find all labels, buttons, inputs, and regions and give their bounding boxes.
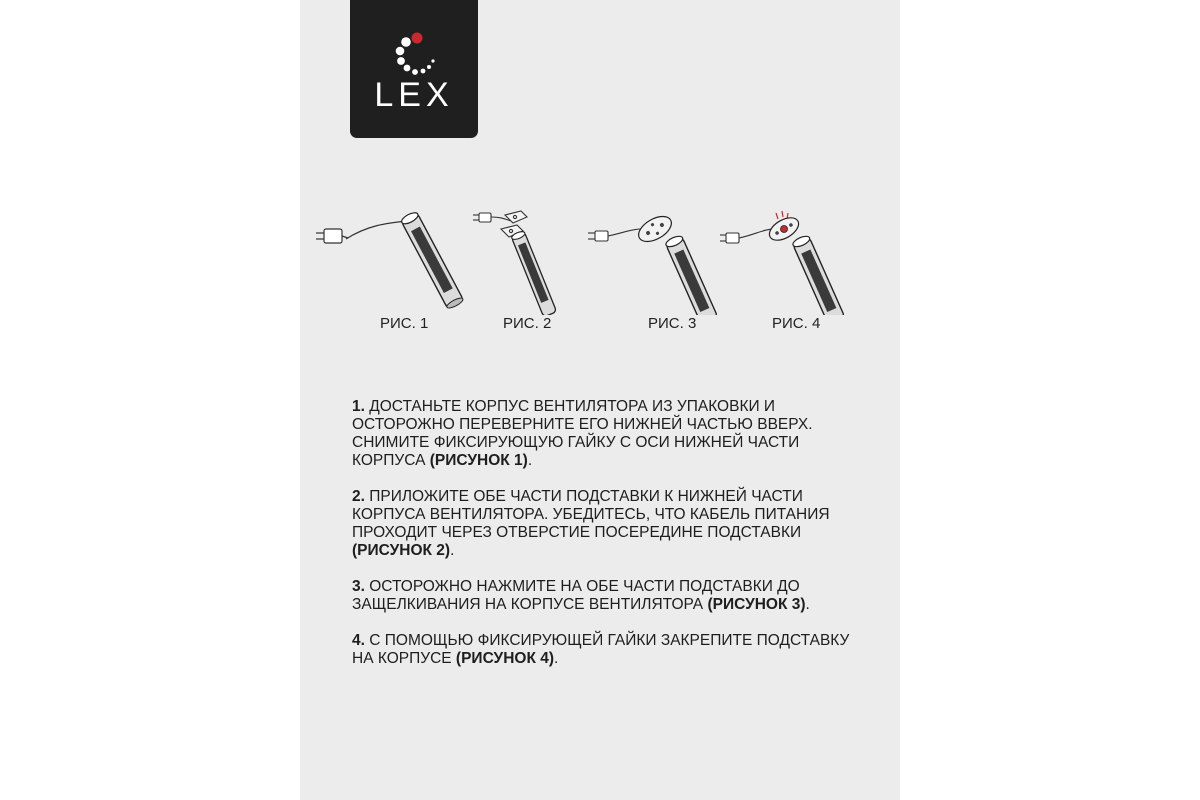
brand-name: LEX — [374, 76, 454, 114]
figure-caption: РИС. 2 — [503, 315, 552, 332]
step-figure-ref: (РИСУНОК 4) — [455, 650, 554, 667]
figure-1 — [308, 195, 488, 332]
step-4 — [352, 632, 872, 668]
step-end: . — [450, 542, 455, 559]
step-3 — [352, 578, 872, 614]
fan-body-with-cord-icon — [308, 195, 488, 315]
step-number: 2. — [352, 488, 365, 505]
step-end: . — [527, 452, 533, 469]
step-2 — [352, 488, 872, 560]
figure-caption: РИС. 3 — [648, 315, 697, 332]
brand-logo — [350, 0, 478, 138]
step-text: С ПОМОЩЬЮ ФИКСИРУЮЩЕЙ ГАЙКИ ЗАКРЕПИТЕ ПОДСТАВКУ НА КОРПУСЕ — [352, 632, 850, 667]
instruction-steps — [352, 398, 872, 686]
step-figure-ref: (РИСУНОК 3) — [707, 596, 806, 613]
figure-row — [300, 195, 900, 355]
step-text: ДОСТАНЬТЕ КОРПУС ВЕНТИЛЯТОРА ИЗ УПАКОВКИ И ОСТОРОЖНО ПЕРЕВЕРНИТЕ ЕГО НИЖНЕЙ ЧАСТЬЮ ВВЕРХ. СНИМИТЕ ФИКСИРУЮЩУЮ ГАЙКУ С ОСИ НИЖНЕЙ ЧАСТИ КОРПУСА — [352, 398, 813, 469]
step-1 — [352, 398, 872, 470]
brand-dots-icon — [350, 0, 478, 80]
figure-2 — [465, 195, 605, 332]
instruction-page — [300, 0, 900, 800]
step-text: ОСТОРОЖНО НАЖМИТЕ НА ОБЕ ЧАСТИ ПОДСТАВКИ ДО ЗАЩЕЛКИВАНИЯ НА КОРПУСЕ ВЕНТИЛЯТОРА — [352, 578, 800, 613]
fan-body-stand-parts-icon — [465, 195, 605, 315]
step-number: 4. — [352, 632, 365, 649]
figure-caption: РИС. 4 — [772, 315, 821, 332]
step-number: 1. — [352, 398, 365, 415]
step-end: . — [805, 596, 810, 613]
step-figure-ref: (РИСУНОК 1) — [429, 452, 528, 469]
figure-caption: РИС. 1 — [380, 315, 429, 332]
step-number: 3. — [352, 578, 365, 595]
fan-body-nut-fixed-icon — [720, 195, 880, 315]
step-figure-ref: (РИСУНОК 2) — [352, 542, 451, 559]
step-text: ПРИЛОЖИТЕ ОБЕ ЧАСТИ ПОДСТАВКИ К НИЖНЕЙ ЧАСТИ КОРПУСА ВЕНТИЛЯТОРА. УБЕДИТЕСЬ, ЧТО КАБЕЛЬ ПИТАНИЯ ПРОХОДИТ ЧЕРЕЗ ОТВЕРСТИЕ ПОСЕРЕДИНЕ ПОДСТАВКИ — [352, 488, 830, 541]
step-end: . — [554, 650, 559, 667]
figure-4 — [720, 195, 880, 332]
